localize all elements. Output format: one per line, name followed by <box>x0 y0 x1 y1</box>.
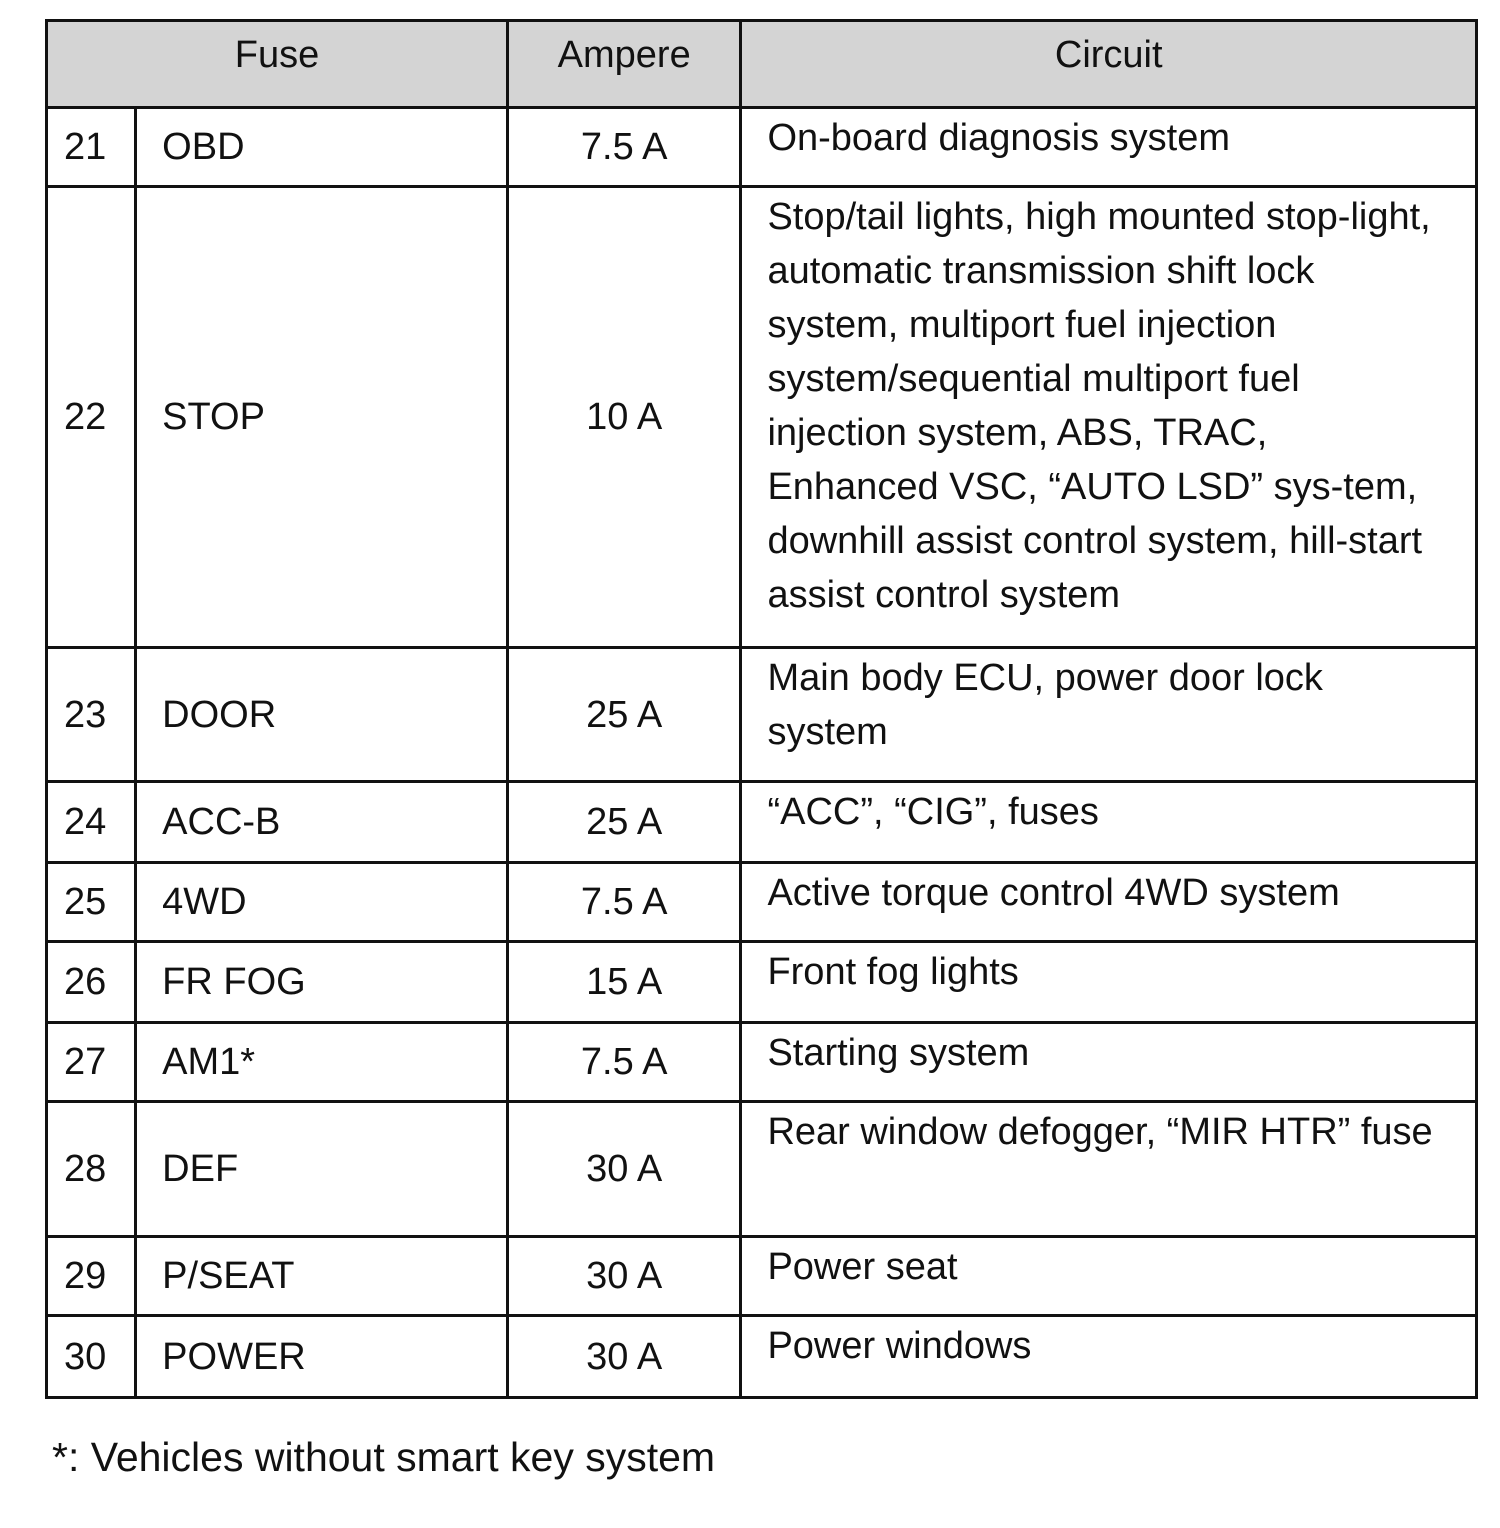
fuse-number: 26 <box>47 942 136 1023</box>
fuse-name: STOP <box>136 187 508 648</box>
fuse-ampere: 30 A <box>507 1237 740 1316</box>
fuse-name: OBD <box>136 108 508 187</box>
fuse-name: FR FOG <box>136 942 508 1023</box>
fuse-name: DOOR <box>136 648 508 782</box>
fuse-circuit: Main body ECU, power door lock system <box>741 648 1477 782</box>
fuse-number: 24 <box>47 782 136 863</box>
fuse-ampere: 30 A <box>507 1316 740 1398</box>
fuse-table <box>45 19 1478 1399</box>
table-row <box>47 863 1477 942</box>
table-row <box>47 1102 1477 1237</box>
fuse-circuit: Active torque control 4WD system <box>741 863 1477 942</box>
table-header-row <box>47 21 1477 108</box>
header-circuit: Circuit <box>741 21 1477 108</box>
table-row <box>47 1237 1477 1316</box>
fuse-number: 29 <box>47 1237 136 1316</box>
fuse-number: 23 <box>47 648 136 782</box>
fuse-ampere: 30 A <box>507 1102 740 1237</box>
fuse-circuit: Front fog lights <box>741 942 1477 1023</box>
fuse-ampere: 10 A <box>507 187 740 648</box>
fuse-circuit: Stop/tail lights, high mounted stop-light, automatic transmission shift lock system, multiport fuel injection system/sequential multiport fuel injection system, ABS, TRAC, Enhanced VSC, “AUTO LSD” sys-tem, downhill assist control system, hill-start assist control system <box>741 187 1477 648</box>
fuse-name: AM1* <box>136 1023 508 1102</box>
table-row <box>47 1316 1477 1398</box>
table-row <box>47 648 1477 782</box>
fuse-name: 4WD <box>136 863 508 942</box>
fuse-circuit: “ACC”, “CIG”, fuses <box>741 782 1477 863</box>
fuse-name: POWER <box>136 1316 508 1398</box>
fuse-ampere: 25 A <box>507 782 740 863</box>
fuse-number: 22 <box>47 187 136 648</box>
fuse-number: 30 <box>47 1316 136 1398</box>
fuse-circuit: Power seat <box>741 1237 1477 1316</box>
fuse-name: P/SEAT <box>136 1237 508 1316</box>
table-row <box>47 108 1477 187</box>
fuse-ampere: 7.5 A <box>507 863 740 942</box>
fuse-circuit: On-board diagnosis system <box>741 108 1477 187</box>
fuse-number: 21 <box>47 108 136 187</box>
fuse-circuit: Rear window defogger, “MIR HTR” fuse <box>741 1102 1477 1237</box>
fuse-ampere: 7.5 A <box>507 1023 740 1102</box>
header-ampere: Ampere <box>507 21 740 108</box>
fuse-ampere: 15 A <box>507 942 740 1023</box>
header-fuse: Fuse <box>47 21 508 108</box>
footnote: *: Vehicles without smart key system <box>52 1434 716 1480</box>
table-row <box>47 782 1477 863</box>
fuse-number: 27 <box>47 1023 136 1102</box>
fuse-number: 25 <box>47 863 136 942</box>
fuse-circuit: Starting system <box>741 1023 1477 1102</box>
fuse-number: 28 <box>47 1102 136 1237</box>
table-row <box>47 187 1477 648</box>
fuse-name: DEF <box>136 1102 508 1237</box>
fuse-circuit: Power windows <box>741 1316 1477 1398</box>
fuse-ampere: 7.5 A <box>507 108 740 187</box>
fuse-name: ACC-B <box>136 782 508 863</box>
table-row <box>47 942 1477 1023</box>
table-row <box>47 1023 1477 1102</box>
fuse-ampere: 25 A <box>507 648 740 782</box>
